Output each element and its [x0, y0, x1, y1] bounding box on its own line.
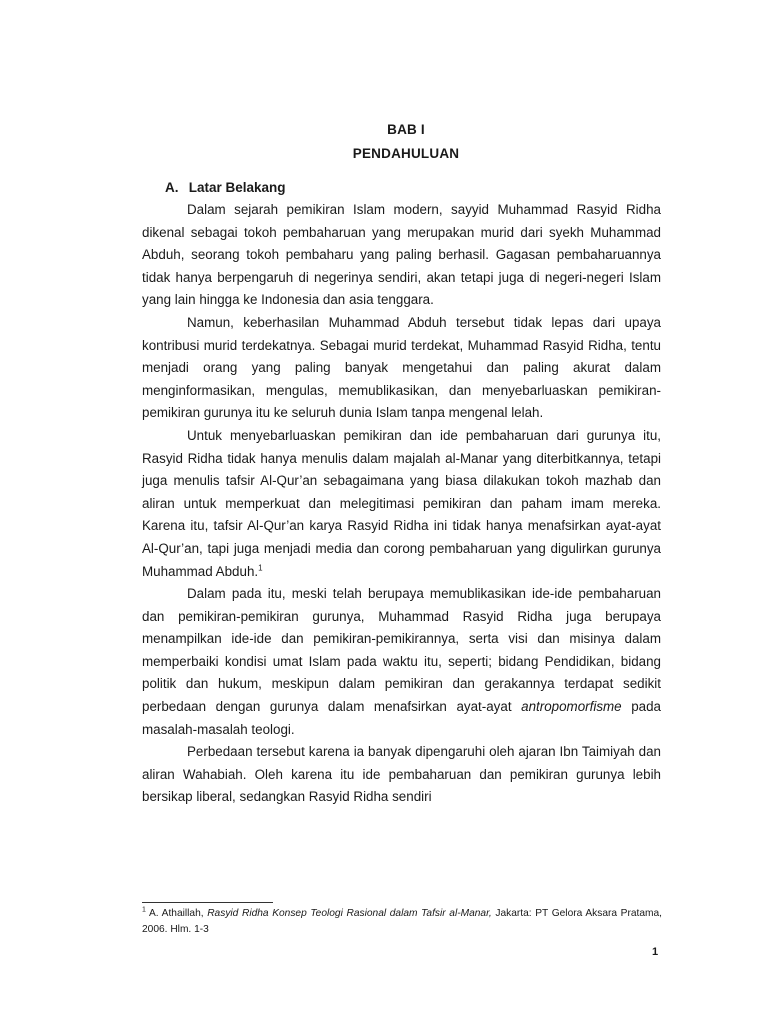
footnote-publisher: Jakarta: PT Gelora Aksara Pratama, 2006. Hlm. 1-3 — [142, 908, 663, 935]
footnote-separator — [142, 902, 273, 903]
footnote-reference: 1 — [258, 563, 263, 573]
section-number: A. — [165, 180, 179, 195]
footnote — [142, 906, 662, 937]
paragraph-1: Dalam sejarah pemikiran Islam modern, sayyid Muhammad Rasyid Ridha dikenal sebagai tokoh pembaharuan yang merupakan murid dari syekh Muhammad Abduh, seorang tokoh pembaharu yang paling berhasil. Gagasan pembaharuannya tidak hanya berpengaruh di negerinya sendiri, akan tetapi juga di negeri-negeri Islam yang lain hingga ke Indonesia dan asia tenggara. — [142, 202, 661, 308]
paragraph-2: Namun, keberhasilan Muhammad Abduh tersebut tidak lepas dari upaya kontribusi murid terdekatnya. Sebagai murid terdekat, Muhammad Rasyid Ridha, tentu menjadi orang yang paling banyak mengetahui dan paling akurat dalam menginformasikan, mengulas, memublikasikan, dan menyebarluaskan pemikiran-pemikiran gurunya itu ke seluruh dunia Islam tanpa mengenal lelah. — [142, 314, 661, 421]
paragraph-4-end: pada masalah-masalah teologi. — [142, 699, 662, 737]
body-text — [142, 199, 661, 809]
footnote-book-title: Rasyid Ridha Konsep Teologi Rasional dalam Tafsir al-Manar, — [207, 908, 492, 919]
section-heading — [165, 180, 286, 195]
paragraph-5: Perbedaan tersebut karena ia banyak dipengaruhi oleh ajaran Ibn Taimiyah dan aliran Wahabiah. Oleh karena itu ide pembaharuan dan pemikiran gurunya lebih bersikap liberal, sedangkan Rasyid Ridha sendiri — [142, 744, 661, 805]
paragraph-4-text: Dalam pada itu, meski telah berupaya memublikasikan ide-ide pembaharuan dan pemikiran-pemikiran gurunya, Muhammad Rasyid Ridha juga berupaya menampilkan ide-ide dan pemikiran-pemikirannya, serta visi dan misinya dalam memperbaiki kondisi umat Islam pada waktu itu, seperti; bidang Pendidikan, bidang politik dan hukum, meskipun dalam pemikiran dan gerakannya terdapat sedikit perbedaan dengan gurunya dalam menafsirkan ayat-ayat — [142, 586, 661, 715]
chapter-title: PENDAHULUAN — [352, 146, 460, 161]
page-number: 1 — [652, 946, 659, 958]
paragraph-4 — [142, 583, 661, 741]
paragraph-3 — [142, 425, 661, 583]
footnote-marker: 1 — [142, 906, 146, 914]
footnote-author: A. Athaillah, — [145, 908, 208, 919]
paragraph-3-text: Untuk menyebarluaskan pemikiran dan ide pembaharuan dari gurunya itu, Rasyid Ridha tidak hanya menulis dalam majalah al-Manar yang diterbitkannya, tetapi juga menulis tafsir Al-Qur’an sebagaimana yang biasa dilakukan tokoh mazhab dan aliran untuk memperkuat dan melegitimasi pemikiran dan paham imam mereka. Karena itu, tafsir Al-Qur’an karya Rasyid Ridha ini tidak hanya menafsirkan ayat-ayat Al-Qur’an, tapi juga menjadi media dan corong pembaharuan yang digulirkan gurunya Muhammad Abduh. — [142, 427, 661, 579]
chapter-label: BAB I — [387, 122, 425, 137]
italic-term: antropomorfisme — [521, 699, 622, 715]
section-title: Latar Belakang — [188, 180, 286, 195]
